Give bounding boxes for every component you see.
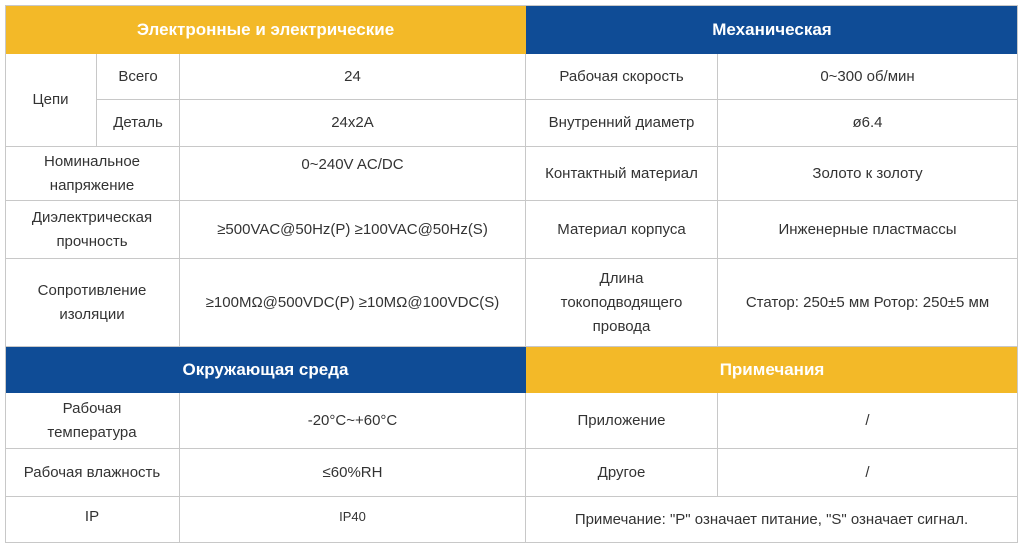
total-value: 24 xyxy=(180,54,526,100)
temperature-label: Рабочая температура xyxy=(5,393,180,449)
header-notes: Примечания xyxy=(526,347,1018,393)
diameter-value: ø6.4 xyxy=(718,100,1018,147)
voltage-label: Номинальное напряжение xyxy=(5,147,180,201)
circuits-label: Цепи xyxy=(5,54,97,147)
insulation-value: ≥100MΩ@500VDC(P) ≥10MΩ@100VDC(S) xyxy=(180,259,526,347)
diameter-label: Внутренний диаметр xyxy=(526,100,718,147)
dielectric-value: ≥500VAC@50Hz(P) ≥100VAC@50Hz(S) xyxy=(180,201,526,259)
signal-note: Примечание: "P" означает питание, "S" означает сигнал. xyxy=(526,497,1018,543)
other-value: / xyxy=(718,449,1018,497)
wire-length-value: Статор: 250±5 мм Ротор: 250±5 мм xyxy=(718,259,1018,347)
voltage-value: 0~240V AC/DC xyxy=(180,147,526,201)
total-label: Всего xyxy=(97,54,180,100)
insulation-label: Сопротивление изоляции xyxy=(5,259,180,347)
speed-value: 0~300 об/мин xyxy=(718,54,1018,100)
temperature-value: -20°C~+60°C xyxy=(180,393,526,449)
header-electrical: Электронные и электрические xyxy=(5,5,526,54)
ip-label: IP xyxy=(5,497,180,543)
wire-length-label: Длина токоподводящего провода xyxy=(526,259,718,347)
contact-label: Контактный материал xyxy=(526,147,718,201)
housing-label: Материал корпуса xyxy=(526,201,718,259)
other-label: Другое xyxy=(526,449,718,497)
ip-value: IP40 xyxy=(180,497,526,543)
application-label: Приложение xyxy=(526,393,718,449)
humidity-value: ≤60%RH xyxy=(180,449,526,497)
application-value: / xyxy=(718,393,1018,449)
humidity-label: Рабочая влажность xyxy=(5,449,180,497)
detail-label: Деталь xyxy=(97,100,180,147)
header-mechanical: Механическая xyxy=(526,5,1018,54)
detail-value: 24x2A xyxy=(180,100,526,147)
contact-value: Золото к золоту xyxy=(718,147,1018,201)
dielectric-label: Диэлектрическая прочность xyxy=(5,201,180,259)
header-environment: Окружающая среда xyxy=(5,347,526,393)
speed-label: Рабочая скорость xyxy=(526,54,718,100)
housing-value: Инженерные пластмассы xyxy=(718,201,1018,259)
spec-table xyxy=(5,5,1018,543)
